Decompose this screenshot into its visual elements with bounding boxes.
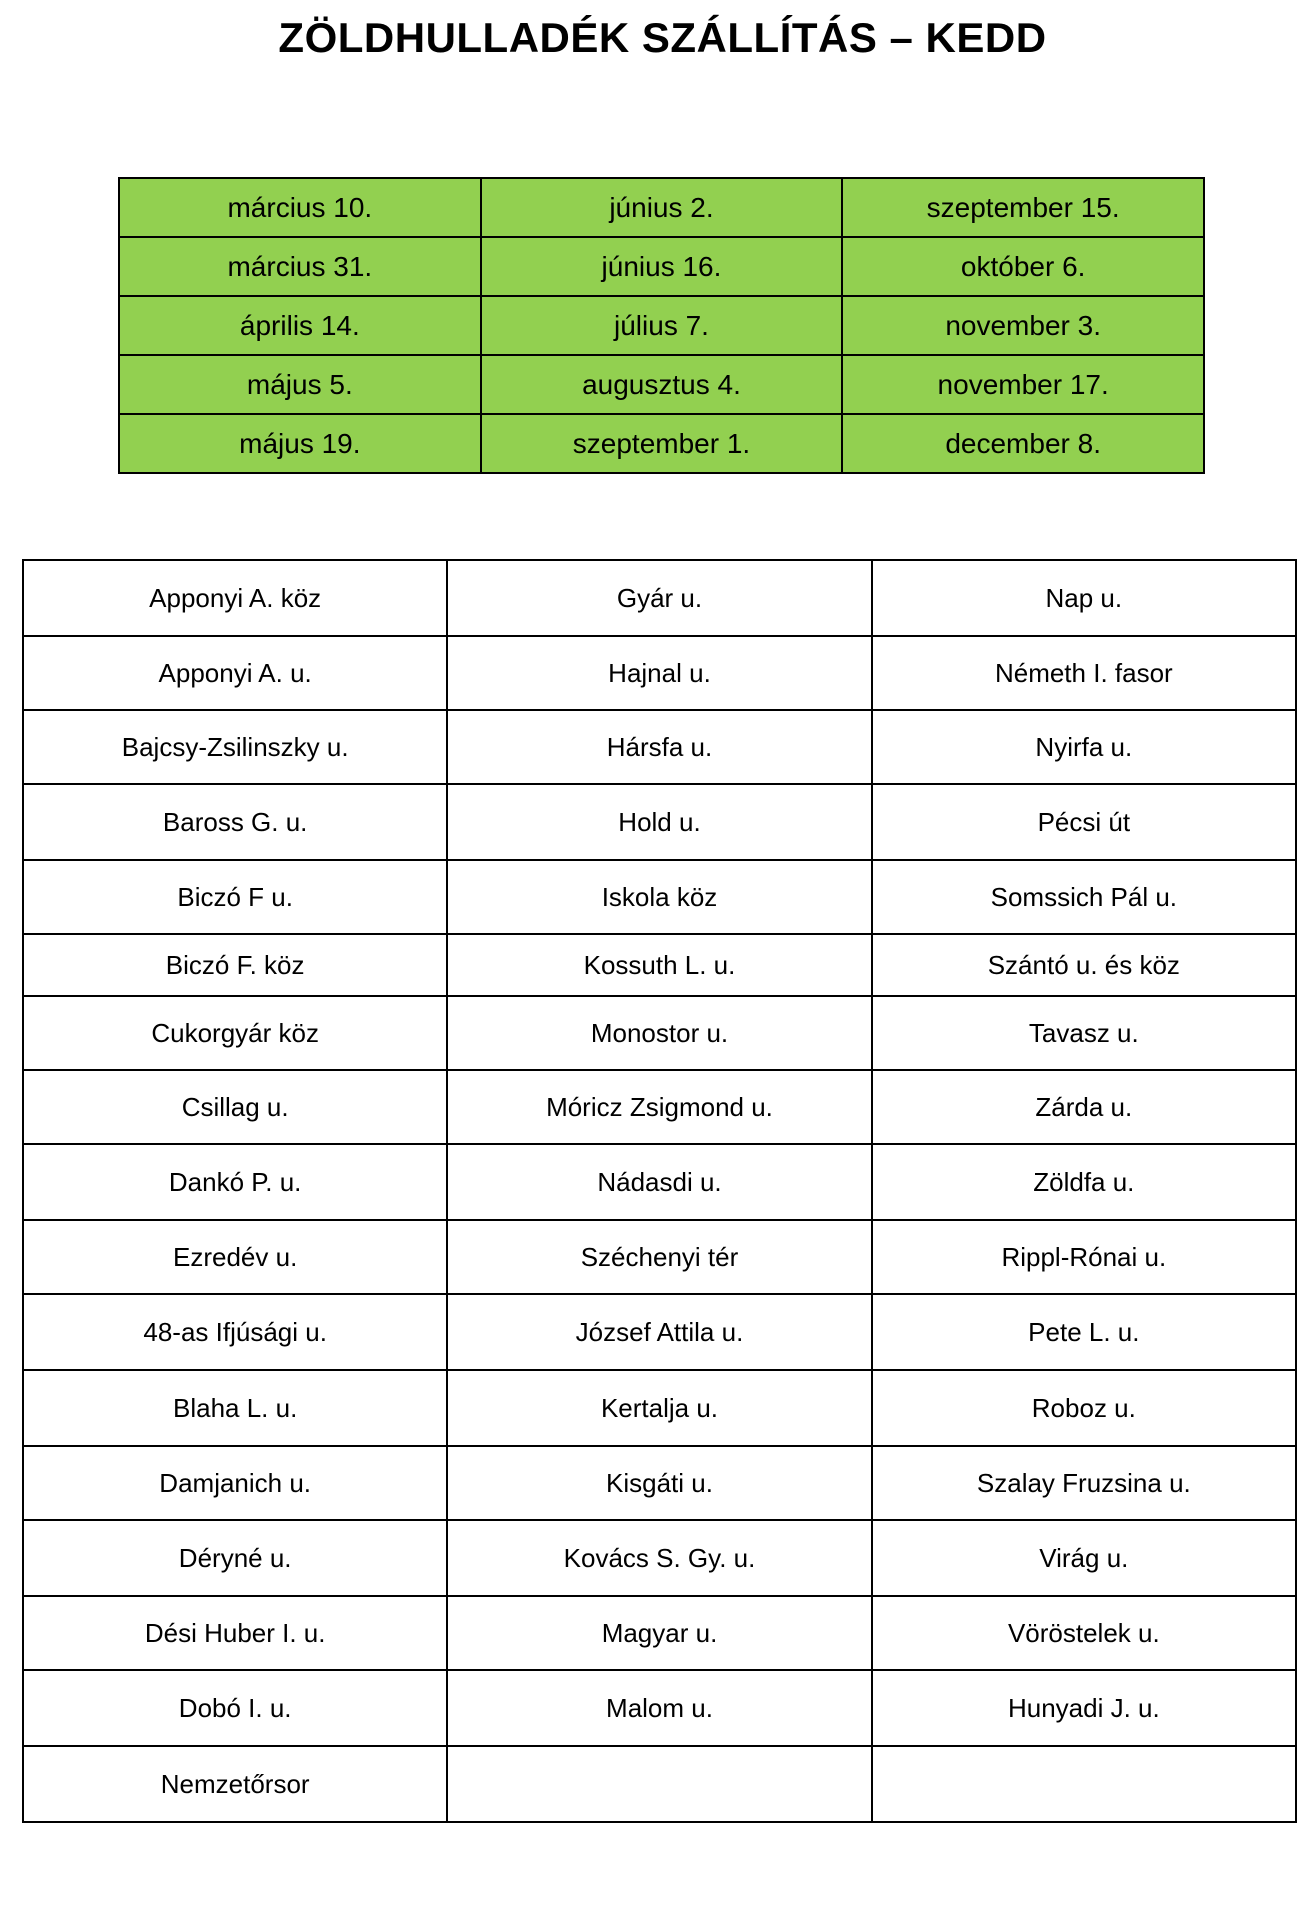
dates-row (119, 178, 1204, 237)
street-cell: Apponyi A. köz (23, 560, 447, 636)
street-cell: Kisgáti u. (447, 1446, 871, 1520)
street-cell: Hársfa u. (447, 710, 871, 784)
page-title: ZÖLDHULLADÉK SZÁLLÍTÁS – KEDD (278, 14, 1047, 61)
street-cell: Kovács S. Gy. u. (447, 1520, 871, 1596)
street-cell (447, 1746, 871, 1822)
street-cell: Iskola köz (447, 860, 871, 934)
streets-row (23, 1070, 1296, 1144)
street-cell: Pete L. u. (872, 1294, 1296, 1370)
street-cell: Széchenyi tér (447, 1220, 871, 1294)
street-cell: Kossuth L. u. (447, 934, 871, 996)
street-cell: Malom u. (447, 1670, 871, 1746)
dates-row (119, 237, 1204, 296)
dates-row (119, 414, 1204, 473)
streets-row (23, 560, 1296, 636)
street-cell: Nádasdi u. (447, 1144, 871, 1220)
street-cell: József Attila u. (447, 1294, 871, 1370)
street-cell: Dobó I. u. (23, 1670, 447, 1746)
date-cell: szeptember 1. (481, 414, 843, 473)
streets-table (22, 559, 1297, 1823)
street-cell: Bajcsy-Zsilinszky u. (23, 710, 447, 784)
street-cell: Nap u. (872, 560, 1296, 636)
streets-row (23, 996, 1296, 1070)
street-cell: Magyar u. (447, 1596, 871, 1670)
date-cell: június 16. (481, 237, 843, 296)
street-cell: Damjanich u. (23, 1446, 447, 1520)
streets-row (23, 934, 1296, 996)
dates-row (119, 355, 1204, 414)
street-cell: Nemzetőrsor (23, 1746, 447, 1822)
streets-row (23, 1746, 1296, 1822)
street-cell: Zöldfa u. (872, 1144, 1296, 1220)
street-cell: Zárda u. (872, 1070, 1296, 1144)
streets-row (23, 1144, 1296, 1220)
street-cell: Németh I. fasor (872, 636, 1296, 710)
date-cell: december 8. (842, 414, 1204, 473)
street-cell: Somssich Pál u. (872, 860, 1296, 934)
street-cell: Csillag u. (23, 1070, 447, 1144)
street-cell: Móricz Zsigmond u. (447, 1070, 871, 1144)
date-cell: május 19. (119, 414, 481, 473)
street-cell: Hunyadi J. u. (872, 1670, 1296, 1746)
street-cell: Roboz u. (872, 1370, 1296, 1446)
date-cell: augusztus 4. (481, 355, 843, 414)
streets-row (23, 1370, 1296, 1446)
streets-row (23, 710, 1296, 784)
street-cell: Hajnal u. (447, 636, 871, 710)
date-cell: március 10. (119, 178, 481, 237)
street-cell: Tavasz u. (872, 996, 1296, 1070)
street-cell: Dankó P. u. (23, 1144, 447, 1220)
streets-row (23, 1294, 1296, 1370)
street-cell: Baross G. u. (23, 784, 447, 860)
street-cell: Déryné u. (23, 1520, 447, 1596)
street-cell: Szalay Fruzsina u. (872, 1446, 1296, 1520)
street-cell: Vöröstelek u. (872, 1596, 1296, 1670)
street-cell: Rippl-Rónai u. (872, 1220, 1296, 1294)
date-cell: november 17. (842, 355, 1204, 414)
date-cell: szeptember 15. (842, 178, 1204, 237)
street-cell: Apponyi A. u. (23, 636, 447, 710)
streets-row (23, 1596, 1296, 1670)
date-cell: június 2. (481, 178, 843, 237)
streets-row (23, 1520, 1296, 1596)
street-cell: Kertalja u. (447, 1370, 871, 1446)
date-cell: április 14. (119, 296, 481, 355)
street-cell: Szántó u. és köz (872, 934, 1296, 996)
streets-row (23, 860, 1296, 934)
date-cell: július 7. (481, 296, 843, 355)
streets-row (23, 784, 1296, 860)
street-cell: Gyár u. (447, 560, 871, 636)
street-cell: Biczó F u. (23, 860, 447, 934)
street-cell: Nyirfa u. (872, 710, 1296, 784)
street-cell: Dési Huber I. u. (23, 1596, 447, 1670)
dates-row (119, 296, 1204, 355)
date-cell: május 5. (119, 355, 481, 414)
streets-row (23, 1670, 1296, 1746)
street-cell: Pécsi út (872, 784, 1296, 860)
date-cell: március 31. (119, 237, 481, 296)
streets-row (23, 636, 1296, 710)
collection-dates-table (118, 177, 1205, 474)
date-cell: november 3. (842, 296, 1204, 355)
streets-row (23, 1446, 1296, 1520)
street-cell: Virág u. (872, 1520, 1296, 1596)
streets-row (23, 1220, 1296, 1294)
street-cell: Blaha L. u. (23, 1370, 447, 1446)
street-cell: 48-as Ifjúsági u. (23, 1294, 447, 1370)
street-cell: Cukorgyár köz (23, 996, 447, 1070)
street-cell: Hold u. (447, 784, 871, 860)
street-cell: Ezredév u. (23, 1220, 447, 1294)
street-cell (872, 1746, 1296, 1822)
street-cell: Monostor u. (447, 996, 871, 1070)
date-cell: október 6. (842, 237, 1204, 296)
street-cell: Biczó F. köz (23, 934, 447, 996)
